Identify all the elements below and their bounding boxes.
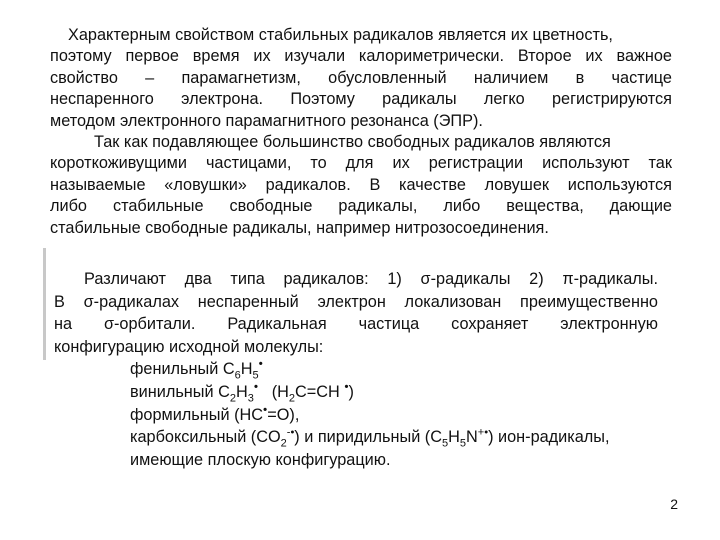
- formula-formyl: [54, 404, 658, 427]
- text-line: Так как подавляющее большинство свободных радикалов являются: [94, 132, 611, 151]
- formula-carboxyl-pyridyl: [54, 426, 658, 449]
- formula-text: H: [236, 382, 248, 401]
- radical-dot: •: [263, 402, 268, 417]
- formula-text: винильный C: [130, 382, 230, 401]
- formula-text: карбоксильный (CO: [130, 428, 281, 447]
- formula-subscript: 6: [234, 369, 241, 382]
- radical-dot: •: [344, 379, 349, 394]
- text-line: либо стабильные свободные радикалы, либо вещества, дающие: [50, 197, 672, 216]
- formula-text: C=CH: [295, 382, 340, 401]
- paragraph-radical-properties: [50, 25, 672, 239]
- formula-subscript: 2: [280, 437, 287, 450]
- page-number: 2: [670, 496, 678, 512]
- text-line: Различают два типа радикалов: 1) σ-радикалы 2) π-радикалы.: [84, 270, 658, 288]
- formula-text: ) и пиридильный (C: [294, 428, 442, 447]
- formula-subscript: 2: [288, 392, 295, 405]
- formula-subscript: 5: [442, 437, 449, 450]
- formula-text: H: [240, 360, 253, 379]
- formula-vinyl: [54, 381, 658, 404]
- formula-text: (H: [271, 382, 289, 401]
- radical-dot: •: [258, 356, 263, 371]
- formula-text: H: [448, 428, 460, 447]
- margin-divider: [43, 248, 46, 360]
- formula-text: фенильный C: [130, 360, 235, 379]
- text-line: свойство – парамагнетизм, обусловленный наличием в частице: [50, 68, 672, 87]
- formula-text: N: [466, 428, 478, 447]
- paragraph-radical-types: [54, 268, 658, 471]
- text-line: называемые «ловушки» радикалов. В качестве ловушек используются: [50, 175, 672, 194]
- formula-subscript: 2: [229, 392, 237, 405]
- formula-text: ): [348, 382, 354, 401]
- radical-dot: •: [253, 379, 259, 394]
- text-line: имеющие плоскую конфигурацию.: [130, 450, 391, 469]
- text-line: стабильные свободные радикалы, например нитрозосоединения.: [50, 218, 549, 237]
- formula-subscript: 5: [252, 369, 259, 382]
- formula-text: ) ион-радикалы,: [488, 428, 610, 447]
- text-line: на σ-орбитали. Радикальная частица сохраняет электронную: [54, 315, 658, 334]
- text-line: короткоживущими частицами, то для их регистрации используют так: [50, 154, 672, 173]
- formula-subscript: 3: [247, 392, 254, 405]
- formula-subscript: 5: [459, 437, 467, 450]
- text-line: В σ-радикалах неспаренный электрон локализован преимущественно: [54, 292, 658, 311]
- text-line: неспаренного электрона. Поэтому радикалы легко регистрируются: [50, 90, 672, 109]
- text-line: конфигурацию исходной молекулы:: [54, 337, 324, 356]
- formula-phenyl: [54, 358, 658, 381]
- formula-superscript: -•: [286, 426, 295, 439]
- text-line: Характерным свойством стабильных радикалов является их цветность,: [68, 26, 613, 44]
- text-line: поэтому первое время их изучали калориметрически. Второе их важное: [50, 47, 672, 66]
- formula-text: формильный (HC: [130, 405, 264, 424]
- formula-superscript: +•: [477, 426, 489, 439]
- text-line: методом электронного парамагнитного резонанса (ЭПР).: [50, 111, 483, 130]
- formula-text: =O),: [267, 405, 300, 424]
